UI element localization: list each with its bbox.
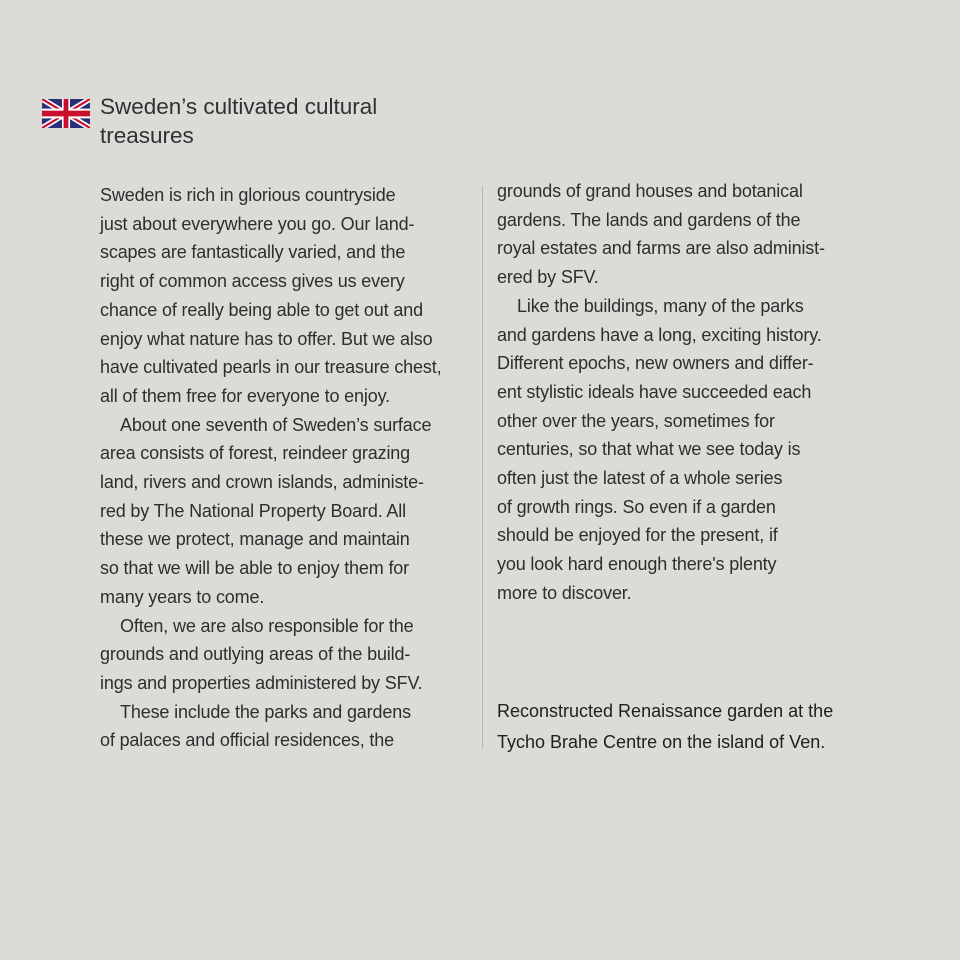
text-line: have cultivated pearls in our treasure chest, — [100, 357, 442, 378]
text-line: more to discover. — [497, 582, 632, 603]
text-line: often just the latest of a whole series — [497, 468, 783, 489]
text-line: other over the years, sometimes for — [497, 410, 775, 431]
text-line: About one seventh of Sweden’s surface — [120, 414, 432, 435]
paragraph — [497, 177, 877, 292]
text-line: should be enjoyed for the present, if — [497, 525, 778, 546]
text-line: Different epochs, new owners and differ- — [497, 353, 814, 374]
text-line: gardens. The lands and gardens of the — [497, 209, 801, 230]
text-line: land, rivers and crown islands, administe- — [100, 472, 424, 493]
text-line: all of them free for everyone to enjoy. — [100, 385, 390, 406]
text-line: ered by SFV. — [497, 267, 599, 288]
text-line: area consists of forest, reindeer grazing — [100, 443, 411, 464]
column-divider — [482, 186, 483, 749]
text-line: centuries, so that what we see today is — [497, 439, 801, 460]
text-line: these we protect, manage and maintain — [100, 529, 410, 550]
left-column — [100, 181, 480, 755]
text-line: Often, we are also responsible for the — [120, 615, 414, 636]
caption-line: Reconstructed Renaissance garden at the — [497, 701, 834, 721]
text-line: royal estates and farms are also administ- — [497, 238, 825, 259]
uk-flag-icon — [42, 99, 90, 128]
text-line: of growth rings. So even if a garden — [497, 496, 776, 517]
page-title — [100, 92, 480, 150]
text-line: so that we will be able to enjoy them for — [100, 558, 410, 579]
text-line: grounds of grand houses and botanical — [497, 181, 803, 201]
text-line: of palaces and official residences, the — [100, 730, 395, 751]
paragraph — [100, 698, 480, 755]
text-line: red by The National Property Board. All — [100, 500, 406, 521]
caption-text — [497, 696, 917, 758]
text-line: ent stylistic ideals have succeeded each — [497, 381, 812, 402]
text-line: ings and properties administered by SFV. — [100, 672, 423, 693]
text-line: Like the buildings, many of the parks — [517, 295, 804, 316]
paragraph — [100, 181, 480, 411]
paragraph — [100, 411, 480, 612]
paragraph — [100, 612, 480, 698]
text-line: you look hard enough there's plenty — [497, 554, 777, 575]
text-line: and gardens have a long, exciting history. — [497, 324, 822, 345]
text-line: These include the parks and gardens — [120, 701, 411, 722]
text-line: Sweden is rich in glorious countryside — [100, 185, 396, 205]
paragraph — [497, 292, 877, 608]
caption-line: Tycho Brahe Centre on the island of Ven. — [497, 732, 826, 752]
text-line: many years to come. — [100, 586, 265, 607]
title-line: treasures — [100, 123, 194, 148]
text-line: scapes are fantastically varied, and the — [100, 242, 406, 263]
text-line: chance of really being able to get out and — [100, 299, 423, 320]
title-line: Sweden’s cultivated cultural — [100, 94, 378, 119]
right-column — [497, 177, 877, 608]
text-line: grounds and outlying areas of the build- — [100, 644, 411, 665]
text-line: right of common access gives us every — [100, 271, 405, 292]
text-line: just about everywhere you go. Our land- — [100, 213, 415, 234]
text-line: enjoy what nature has to offer. But we also — [100, 328, 433, 349]
photo-caption — [497, 696, 917, 758]
